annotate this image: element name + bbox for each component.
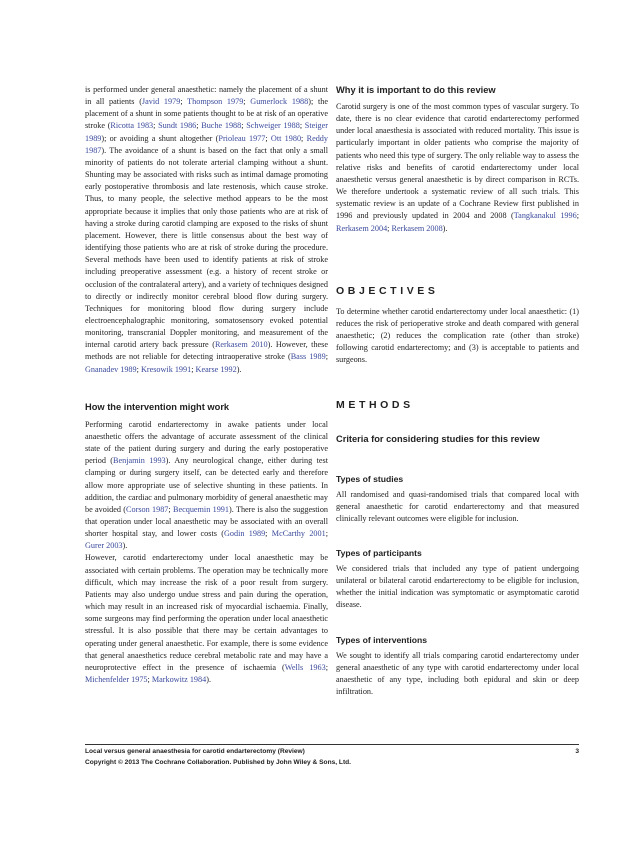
citation-link[interactable]: Reddy 1987	[85, 133, 328, 155]
text-run: ;	[241, 121, 247, 131]
paragraph-local-advantages	[85, 419, 328, 553]
text-run: ).	[236, 364, 242, 374]
citation-link[interactable]: Markowitz 1984	[151, 675, 207, 685]
paragraph-shunt-methods	[85, 84, 328, 376]
citation-link[interactable]: Thompson 1979	[187, 97, 244, 107]
text-run: ); or avoiding a shunt altogether (	[101, 133, 219, 143]
citation-link[interactable]: Godin 1989	[223, 529, 266, 539]
heading-criteria: Criteria for considering studies for this review	[336, 433, 540, 444]
text-run: ;	[191, 364, 196, 374]
text-run: ;	[387, 223, 392, 233]
citation-link[interactable]: Gurer 2003	[85, 541, 123, 551]
text-run: We sought to identify all trials comparing carotid endarterectomy under general anaesthetic of any type with carotid endarterectomy under local anaesthetic of any type, including both epidural and skin or deep infiltration.	[336, 650, 579, 697]
citation-link[interactable]: Gnanadev 1989	[85, 364, 137, 374]
text-run: ). Any neurological change, either during test clamping or during surgery itself, can be detected early and therefore allow more appropriate use of selective shunting in these patients. In addition, the cardiac and pulmonary morbidity of general anaesthetic may be avoided (	[85, 456, 328, 514]
paragraph-why-important	[336, 101, 579, 235]
page-number: 3	[575, 748, 579, 755]
text-run: ;	[180, 97, 188, 107]
text-run: Carotid surgery is one of the most common types of vascular surgery. To date, there is no clear evidence that carotid endarterectomy performed under local anaesthesia is associated with reduced mortality. This issue is particularly important in older patients who comprise the majority of patients who need this type of surgery. The only reliable way to assess the relative risks and benefits of carotid endarterectomy under local anaesthetic versus general anaesthetic is by direct comparison in RCTs. We therefore undertook a systematic review of all such trials. This systematic review is an update of a Cochrane Review first published in 1996 and previously updated in 2004 and 2008 (	[336, 102, 579, 221]
heading-types-of-participants: Types of participants	[336, 547, 422, 558]
text-run: ;	[265, 529, 272, 539]
citation-link[interactable]: Prioleau 1977	[218, 133, 266, 143]
text-run: All randomised and quasi-randomised trials that compared local with general anaesthetic for carotid endarterectomy and that measured clinically relevant outcomes were eligible for inclusion.	[336, 489, 579, 523]
text-run: ;	[265, 133, 271, 143]
paragraph-types-of-interventions	[336, 650, 579, 699]
text-run: ).	[206, 675, 211, 685]
text-run: ).	[442, 223, 448, 233]
text-run: ); the placement of a shunt in some patients thought to be at risk of an operative stroke (	[85, 97, 328, 131]
text-run: We considered trials that included any type of patient undergoing unilateral or bilateral carotid endarterectomy to be eligible for inclusion, whether the initial indication was symptomatic or asymptomatic carotid disease.	[336, 563, 579, 610]
text-run: ;	[325, 352, 328, 362]
citation-link[interactable]: Sundt 1986	[158, 121, 197, 131]
text-run: ;	[243, 97, 251, 107]
text-run: ). There is also the suggestion that operation under local anaesthetic may be associated with an overall shorter hospital stay, and lower costs (	[85, 504, 329, 539]
text-run: ). However, these methods are not reliable for detecting intraoperative stroke (	[85, 340, 328, 362]
citation-link[interactable]: Gumerlock 1988	[250, 97, 309, 107]
citation-link[interactable]: Ott 1980	[270, 133, 302, 143]
citation-link[interactable]: Rerkasem 2010	[214, 340, 268, 350]
text-run: ;	[325, 529, 328, 539]
citation-link[interactable]: Benjamin 1993	[113, 456, 166, 466]
citation-link[interactable]: Kearse 1992	[195, 364, 237, 374]
text-run: ;	[196, 121, 202, 131]
citation-link[interactable]: Schweiger 1988	[246, 121, 300, 131]
heading-how-intervention-works: How the intervention might work	[85, 401, 230, 412]
citation-link[interactable]: Steiger 1989	[85, 121, 328, 143]
heading-types-of-interventions: Types of interventions	[336, 634, 428, 645]
text-run: ;	[576, 211, 579, 221]
paragraph-types-of-participants	[336, 563, 579, 612]
text-run: Performing carotid endarterectomy in awake patients under local anaesthetic offers the advantage of accurate assessment of the clinical state of the patient during surgery and during the early postoperative period (	[85, 419, 328, 466]
heading-objectives: OBJECTIVES	[336, 284, 439, 297]
text-run: ;	[301, 133, 307, 143]
text-run: is performed under general anaesthetic: namely the placement of a shunt in all patients (	[85, 85, 328, 107]
footer-review-title: Local versus general anaesthesia for carotid endarterectomy (Review)	[85, 748, 305, 755]
text-run: ;	[136, 364, 141, 374]
citation-link[interactable]: Bass 1989	[290, 352, 326, 362]
citation-link[interactable]: Tangkanakul 1996	[513, 211, 577, 221]
citation-link[interactable]: Becquemin 1991	[173, 504, 229, 514]
citation-link[interactable]: Rerkasem 2004	[336, 223, 388, 233]
left-column	[85, 84, 328, 686]
heading-types-of-studies: Types of studies	[336, 473, 404, 484]
citation-link[interactable]: Ricotta 1983	[110, 121, 154, 131]
text-run: However, carotid endarterectomy under local anaesthetic may be associated with certain problems. The operation may be technically more difficult, which may increase the risk of a poor result from surgery. Patients may also undergo undue stress and pain during the operation, which may result in an increased risk of myocardial ischaemia. Finally, some surgeons may find performing the operation under local anaesthetic stressful. It is also possible that there may be certain advantages to operating under general anaesthetic. For example, there is some evidence that general anaesthetics reduce cerebral metabolic rate and may have a neuroprotective effect in the presence of ischaemia (	[85, 553, 328, 672]
citation-link[interactable]: Rerkasem 2008	[391, 223, 443, 233]
citation-link[interactable]: Kresowik 1991	[140, 364, 192, 374]
citation-link[interactable]: Javid 1979	[141, 97, 181, 107]
text-run: ;	[168, 504, 173, 514]
text-run: ;	[299, 121, 305, 131]
paragraph-types-of-studies	[336, 489, 579, 525]
citation-link[interactable]: McCarthy 2001	[271, 529, 326, 539]
right-column	[336, 84, 579, 698]
footer-divider	[85, 744, 579, 745]
citation-link[interactable]: Wells 1963	[284, 662, 326, 672]
citation-link[interactable]: Michenfelder 1975	[85, 675, 148, 685]
footer-copyright: Copyright © 2013 The Cochrane Collaboration. Published by John Wiley & Sons, Ltd.	[85, 759, 352, 766]
text-run: ;	[153, 121, 159, 131]
heading-why-important: Why it is important to do this review	[336, 85, 496, 95]
paragraph-local-problems	[85, 552, 328, 686]
footer-title-line	[85, 747, 579, 756]
text-run: To determine whether carotid endarterectomy under local anaesthetic: (1) reduces the risk of perioperative stroke and death compared with general anaesthetic; (2) reduces the complication rate (other than stroke) following carotid endarterectomy; and (3) is acceptable to patients and surgeons.	[336, 306, 579, 365]
heading-methods: METHODS	[336, 398, 414, 411]
text-run: ).	[122, 541, 128, 551]
text-run: ;	[325, 662, 328, 672]
citation-link[interactable]: Buche 1988	[201, 121, 242, 131]
text-run: ). The avoidance of a shunt is based on the fact that only a small minority of patients do not tolerate arterial clamping without a shunt. Shunting may be associated with risks such as intimal damage promoting early postoperative thrombosis and late restenosis, which cause stroke. Thus, to many people, the selective method appears to be the most appropriate because it implies that only those patients who are at risk of having a stroke during carotid clamping are exposed to the risks of shunt placement. However, there is little consensus about the best way of identifying those patients who are at risk of stroke during the procedure. Several methods have been used to identify patients at risk of stroke including preoperative assessment (e.g. a history of recent stroke or occlusion of the contralateral artery), and a variety of techniques designed to directly or indirectly monitor cerebral blood flow during surgery. Techniques for monitoring blood flow during surgery include electroencephalographic monitoring, somatosensory evoked potential monitoring, transcranial Doppler monitoring, and measurement of the internal carotid artery back pressure (	[85, 145, 328, 350]
citation-link[interactable]: Corson 1987	[126, 504, 169, 514]
paragraph-objectives	[336, 306, 579, 367]
text-run: ;	[147, 675, 152, 685]
